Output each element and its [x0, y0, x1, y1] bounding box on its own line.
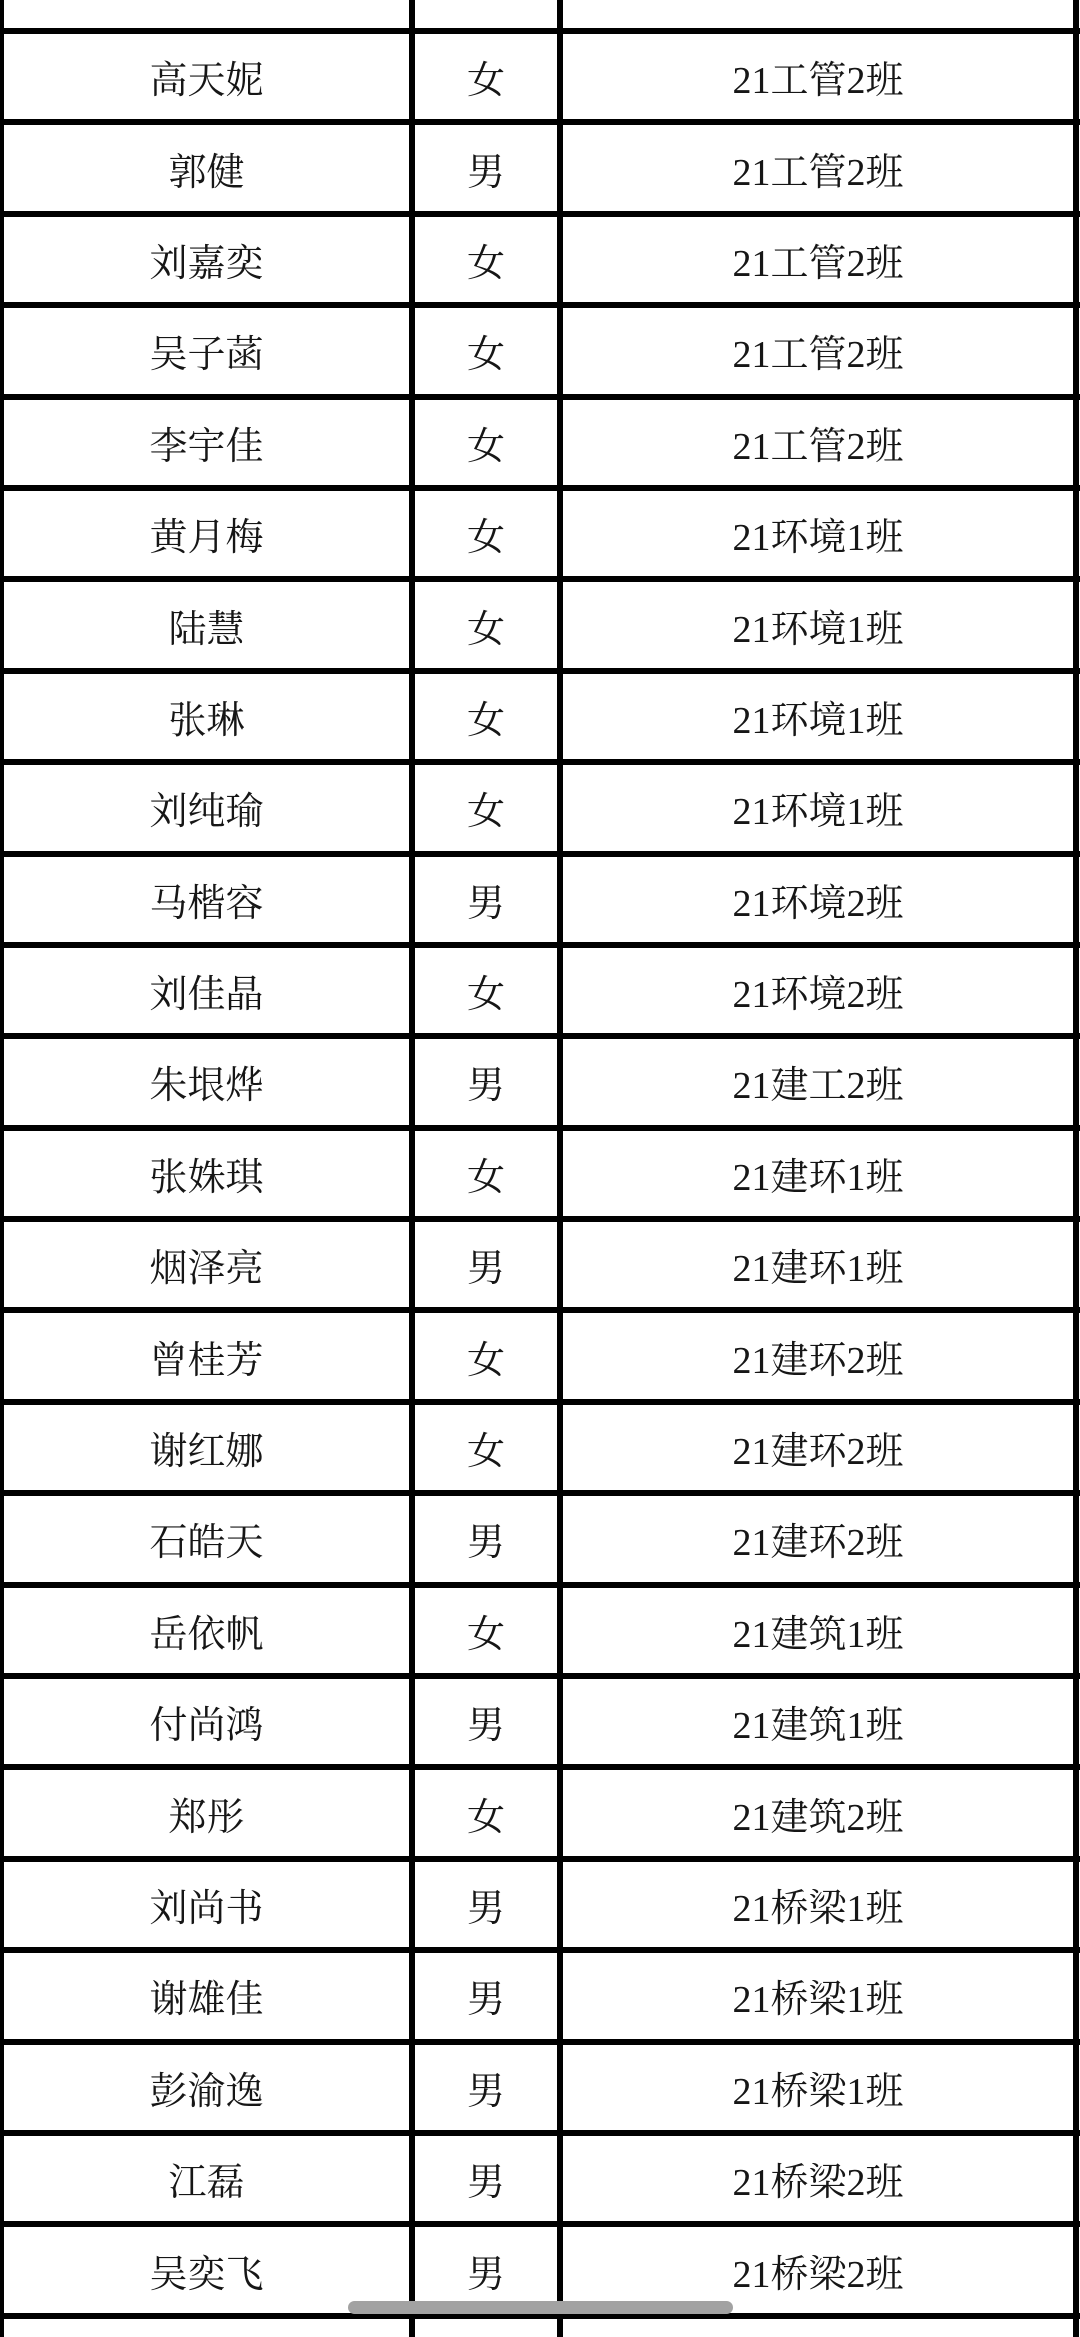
name-cell: 郭健 — [1, 122, 412, 213]
table-row — [1, 305, 1080, 396]
gender-cell: 男 — [412, 1036, 560, 1127]
table-row — [1, 1859, 1080, 1950]
name-cell: 刘佳晶 — [1, 945, 412, 1036]
name-cell: 刘纯瑜 — [1, 762, 412, 853]
name-cell: 吴子菡 — [1, 305, 412, 396]
gender-cell: 男 — [412, 1859, 560, 1950]
name-cell: 高天妮 — [1, 31, 412, 122]
overflow-cell — [1076, 1036, 1080, 1127]
class-cell: 21工管2班 — [560, 397, 1076, 488]
table-row — [1, 31, 1080, 122]
gender-cell: 女 — [412, 31, 560, 122]
name-cell — [1, 0, 412, 31]
class-cell: 21建工2班 — [560, 1036, 1076, 1127]
name-cell: 烟泽亮 — [1, 1219, 412, 1310]
name-cell: 江磊 — [1, 2133, 412, 2224]
overflow-cell — [1076, 1493, 1080, 1584]
overflow-cell — [1076, 1402, 1080, 1493]
gender-cell: 女 — [412, 1128, 560, 1219]
table-row — [1, 1402, 1080, 1493]
class-cell: 21建筑1班 — [560, 1585, 1076, 1676]
name-cell: 张琳 — [1, 671, 412, 762]
overflow-cell — [1076, 305, 1080, 396]
table-row — [1, 762, 1080, 853]
name-cell: 付尚鸿 — [1, 1676, 412, 1767]
name-cell: 曾桂芳 — [1, 1310, 412, 1401]
gender-cell: 女 — [412, 1585, 560, 1676]
table-row — [1, 854, 1080, 945]
gender-cell: 女 — [412, 214, 560, 305]
overflow-cell — [1076, 1859, 1080, 1950]
overflow-cell — [1076, 1310, 1080, 1401]
class-cell: 21桥梁2班 — [560, 2133, 1076, 2224]
overflow-cell — [1076, 854, 1080, 945]
gender-cell: 男 — [412, 2133, 560, 2224]
class-cell: 21工管2班 — [560, 305, 1076, 396]
name-cell: 石皓天 — [1, 1493, 412, 1584]
gender-cell: 女 — [412, 579, 560, 670]
overflow-cell — [1076, 1767, 1080, 1858]
class-cell: 21环境1班 — [560, 671, 1076, 762]
overflow-cell — [1076, 762, 1080, 853]
table-row — [1, 2042, 1080, 2133]
name-cell: 谢雄佳 — [1, 1950, 412, 2041]
name-cell: 吴奕飞 — [1, 2224, 412, 2315]
overflow-cell — [1076, 579, 1080, 670]
class-cell — [560, 0, 1076, 31]
class-cell: 21建环1班 — [560, 1128, 1076, 1219]
overflow-cell — [1076, 2316, 1080, 2337]
name-cell: 彭渝逸 — [1, 2042, 412, 2133]
gender-cell: 女 — [412, 488, 560, 579]
table-row — [1, 488, 1080, 579]
table-row — [1, 1767, 1080, 1858]
overflow-cell — [1076, 2224, 1080, 2315]
class-cell: 21建环2班 — [560, 1310, 1076, 1401]
gender-cell: 女 — [412, 397, 560, 488]
overflow-cell — [1076, 945, 1080, 1036]
class-cell: 21建环1班 — [560, 1219, 1076, 1310]
name-cell: 岳依帆 — [1, 1585, 412, 1676]
overflow-cell — [1076, 31, 1080, 122]
gender-cell: 女 — [412, 762, 560, 853]
table-row — [1, 671, 1080, 762]
class-cell: 21环境1班 — [560, 762, 1076, 853]
class-cell: 21环境1班 — [560, 488, 1076, 579]
gender-cell: 女 — [412, 1402, 560, 1493]
gender-cell: 男 — [412, 2042, 560, 2133]
class-cell: 21工管2班 — [560, 122, 1076, 213]
name-cell: 刘嘉奕 — [1, 214, 412, 305]
overflow-cell — [1076, 1676, 1080, 1767]
gender-cell: 男 — [412, 854, 560, 945]
name-cell: 黄月梅 — [1, 488, 412, 579]
gender-cell: 女 — [412, 671, 560, 762]
class-cell: 21建环2班 — [560, 1402, 1076, 1493]
class-cell: 21工管2班 — [560, 31, 1076, 122]
overflow-cell — [1076, 671, 1080, 762]
gender-cell: 男 — [412, 2224, 560, 2315]
name-cell: 陆慧 — [1, 579, 412, 670]
class-cell — [560, 2316, 1076, 2337]
table-row — [1, 1128, 1080, 1219]
clipped-row-bottom — [1, 2316, 1080, 2337]
overflow-cell — [1076, 122, 1080, 213]
class-cell: 21环境2班 — [560, 945, 1076, 1036]
table-row — [1, 2133, 1080, 2224]
gender-cell: 女 — [412, 945, 560, 1036]
gender-cell: 女 — [412, 1310, 560, 1401]
overflow-cell — [1076, 1219, 1080, 1310]
class-cell: 21建筑1班 — [560, 1676, 1076, 1767]
overflow-cell — [1076, 1585, 1080, 1676]
gender-cell: 男 — [412, 1493, 560, 1584]
class-cell: 21桥梁2班 — [560, 2224, 1076, 2315]
class-cell: 21环境1班 — [560, 579, 1076, 670]
overflow-cell — [1076, 0, 1080, 31]
table-row — [1, 945, 1080, 1036]
gender-cell — [412, 0, 560, 31]
class-cell: 21桥梁1班 — [560, 2042, 1076, 2133]
table-row — [1, 1310, 1080, 1401]
gender-cell: 女 — [412, 305, 560, 396]
overflow-cell — [1076, 397, 1080, 488]
name-cell — [1, 2316, 412, 2337]
class-cell: 21工管2班 — [560, 214, 1076, 305]
name-cell: 马楷容 — [1, 854, 412, 945]
clipped-row-top — [1, 0, 1080, 31]
student-table-body — [1, 0, 1080, 2337]
overflow-cell — [1076, 1128, 1080, 1219]
overflow-cell — [1076, 1950, 1080, 2041]
table-row — [1, 214, 1080, 305]
table-row — [1, 397, 1080, 488]
overflow-cell — [1076, 488, 1080, 579]
class-cell: 21桥梁1班 — [560, 1950, 1076, 2041]
name-cell: 刘尚书 — [1, 1859, 412, 1950]
name-cell: 朱垠烨 — [1, 1036, 412, 1127]
name-cell: 李宇佳 — [1, 397, 412, 488]
table-row — [1, 1676, 1080, 1767]
class-cell: 21环境2班 — [560, 854, 1076, 945]
horizontal-scrollbar-thumb[interactable] — [348, 2301, 733, 2314]
name-cell: 谢红娜 — [1, 1402, 412, 1493]
gender-cell: 男 — [412, 1219, 560, 1310]
overflow-cell — [1076, 2133, 1080, 2224]
gender-cell: 男 — [412, 1676, 560, 1767]
table-row — [1, 1219, 1080, 1310]
gender-cell: 女 — [412, 1767, 560, 1858]
name-cell: 郑彤 — [1, 1767, 412, 1858]
gender-cell — [412, 2316, 560, 2337]
overflow-cell — [1076, 214, 1080, 305]
gender-cell: 男 — [412, 1950, 560, 2041]
table-row — [1, 1950, 1080, 2041]
table-row — [1, 579, 1080, 670]
table-row — [1, 1585, 1080, 1676]
table-row — [1, 1493, 1080, 1584]
name-cell: 张姝琪 — [1, 1128, 412, 1219]
class-cell: 21建筑2班 — [560, 1767, 1076, 1858]
table-row — [1, 122, 1080, 213]
gender-cell: 男 — [412, 122, 560, 213]
overflow-cell — [1076, 2042, 1080, 2133]
class-cell: 21建环2班 — [560, 1493, 1076, 1584]
table-row — [1, 1036, 1080, 1127]
class-cell: 21桥梁1班 — [560, 1859, 1076, 1950]
